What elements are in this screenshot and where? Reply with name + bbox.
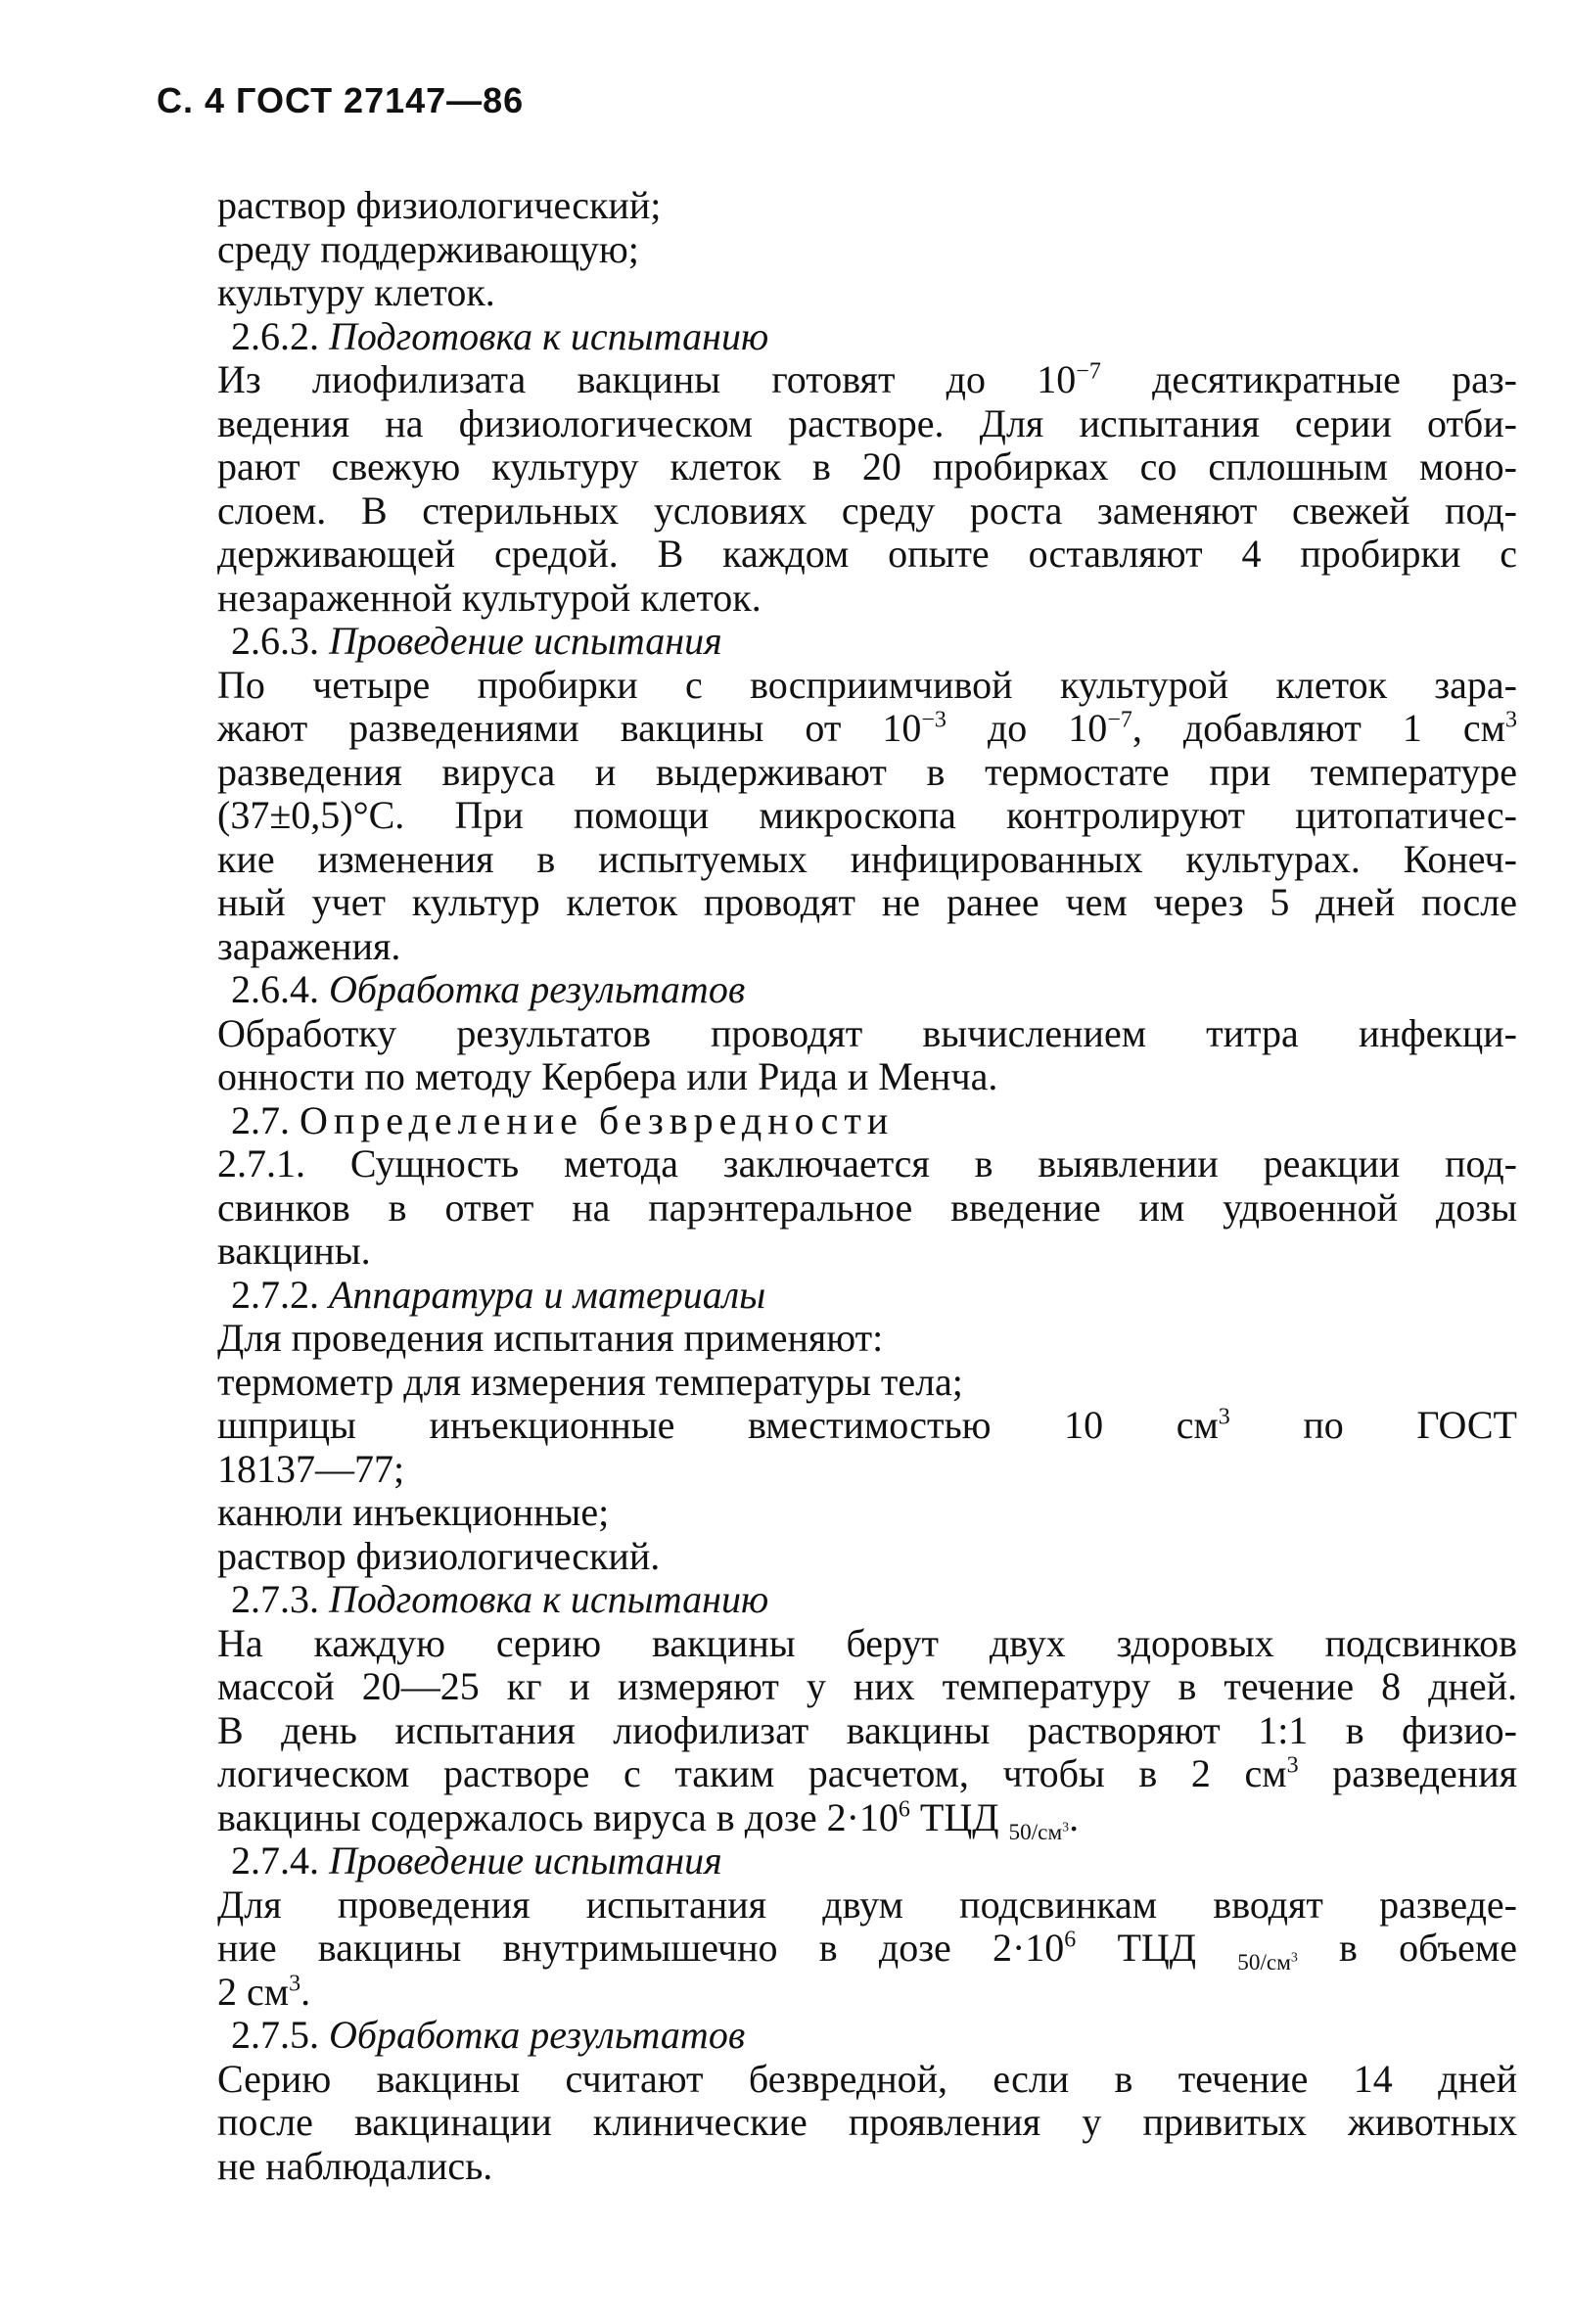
text-line: слоем. В стерильных условиях среду роста заменяют свежей под- xyxy=(217,488,1517,533)
text-line: Для проведения испытания двум подсвинкам вводят разведе- xyxy=(217,1882,1517,1927)
text-line: термометр для измерения температуры тела; xyxy=(217,1359,963,1404)
text-line: В день испытания лиофилизат вакцины растворяют 1:1 в физио- xyxy=(217,1707,1517,1752)
page-header: С. 4 ГОСТ 27147—86 xyxy=(157,80,525,120)
text-line: 2.7. Определение безвредности xyxy=(231,1097,895,1142)
text-line: На каждую серию вакцины берут двух здоровых подсвинков xyxy=(217,1620,1517,1665)
text-line: Серию вакцины считают безвредной, если в течение 14 дней xyxy=(217,2056,1517,2101)
text-line: после вакцинации клинические проявления у привитых животных xyxy=(217,2100,1517,2144)
text-line: шприцы инъекционные вместимостью 10 $см^3$ по ГОСТ xyxy=(217,1403,1517,1447)
text-line: 2.7.1. Сущность метода заключается в выявлении реакции под- xyxy=(217,1141,1517,1185)
section-heading: 2.6.4. Обработка результатов xyxy=(231,967,746,1011)
text-line: жают разведениями вакцины от $10^{-3}$ до $10^{-7}$, добавляют 1 $см^3$ xyxy=(217,706,1517,750)
text-line: ведения на физиологическом растворе. Для испытания серии отби- xyxy=(217,400,1517,445)
text-line: 18137—77; xyxy=(217,1446,405,1491)
text-line: 2 $см^3$. xyxy=(217,1969,311,2014)
text-line: логическом растворе с таким расчетом, чтобы в 2 $см^3$ разведения xyxy=(217,1751,1517,1795)
text-line: свинков в ответ на парэнтеральное введение им удвоенной дозы xyxy=(217,1185,1517,1230)
text-line: раствор физиологический. xyxy=(217,1533,661,1578)
text-line: Из лиофилизата вакцины готовят до $10^{-7}$ десятикратные раз- xyxy=(217,357,1517,401)
text-line: вакцины содержалось вируса в дозе $2\cdot 10^6$ ТЦД $_{50/см^3}$. xyxy=(217,1794,1080,1845)
text-line: культуру клеток. xyxy=(217,270,495,314)
text-line: Обработку результатов проводят вычислением титра инфекци- xyxy=(217,1010,1517,1055)
text-line: заражения. xyxy=(217,923,401,968)
text-line: среду поддерживающую; xyxy=(217,226,639,271)
section-heading: 2.7.3. Подготовка к испытанию xyxy=(231,1577,769,1621)
text-line: ние вакцины внутримышечно в дозе $2\cdot 10^6$ ТЦД $_{50/см^3}$ в объеме xyxy=(217,1926,1517,1975)
text-line: держивающей средой. В каждом опыте оставляют 4 пробирки с xyxy=(217,532,1517,576)
text-line: раствор физиологический; xyxy=(217,183,662,227)
text-line: рают свежую культуру клеток в 20 пробирках со сплошным моно- xyxy=(217,444,1517,488)
text-line: разведения вируса и выдерживают в термостате при температуре xyxy=(217,749,1517,794)
section-heading: 2.7.2. Аппаратура и материалы xyxy=(231,1272,766,1317)
text-line: онности по методу Кербера или Рида и Менча. xyxy=(217,1054,998,1098)
section-heading: 2.6.2. Подготовка к испытанию xyxy=(231,313,769,358)
text-line: ный учет культур клеток проводят не ранее чем через 5 дней после xyxy=(217,880,1517,924)
text-line: не наблюдались. xyxy=(217,2143,493,2188)
text-line: Для проведения испытания применяют: xyxy=(217,1316,884,1360)
section-heading: 2.7.5. Обработка результатов xyxy=(231,2013,746,2057)
document-body xyxy=(206,184,1517,2188)
section-heading: 2.7.4. Проведение испытания xyxy=(231,1838,722,1882)
text-line: массой 20—25 кг и измеряют у них температуру в течение 8 дней. xyxy=(217,1664,1517,1708)
text-line: (37±0,5)°С. При помощи микроскопа контролируют цитопатичес- xyxy=(217,793,1517,837)
text-line: незараженной культурой клеток. xyxy=(217,575,762,620)
text-line: кие изменения в испытуемых инфицированных культурах. Конеч- xyxy=(217,836,1517,881)
text-line: канюли инъекционные; xyxy=(217,1490,610,1534)
text-line: вакцины. xyxy=(217,1229,371,1273)
text-line: По четыре пробирки с восприимчивой культурой клеток зара- xyxy=(217,662,1517,707)
section-heading: 2.6.3. Проведение испытания xyxy=(231,619,722,663)
